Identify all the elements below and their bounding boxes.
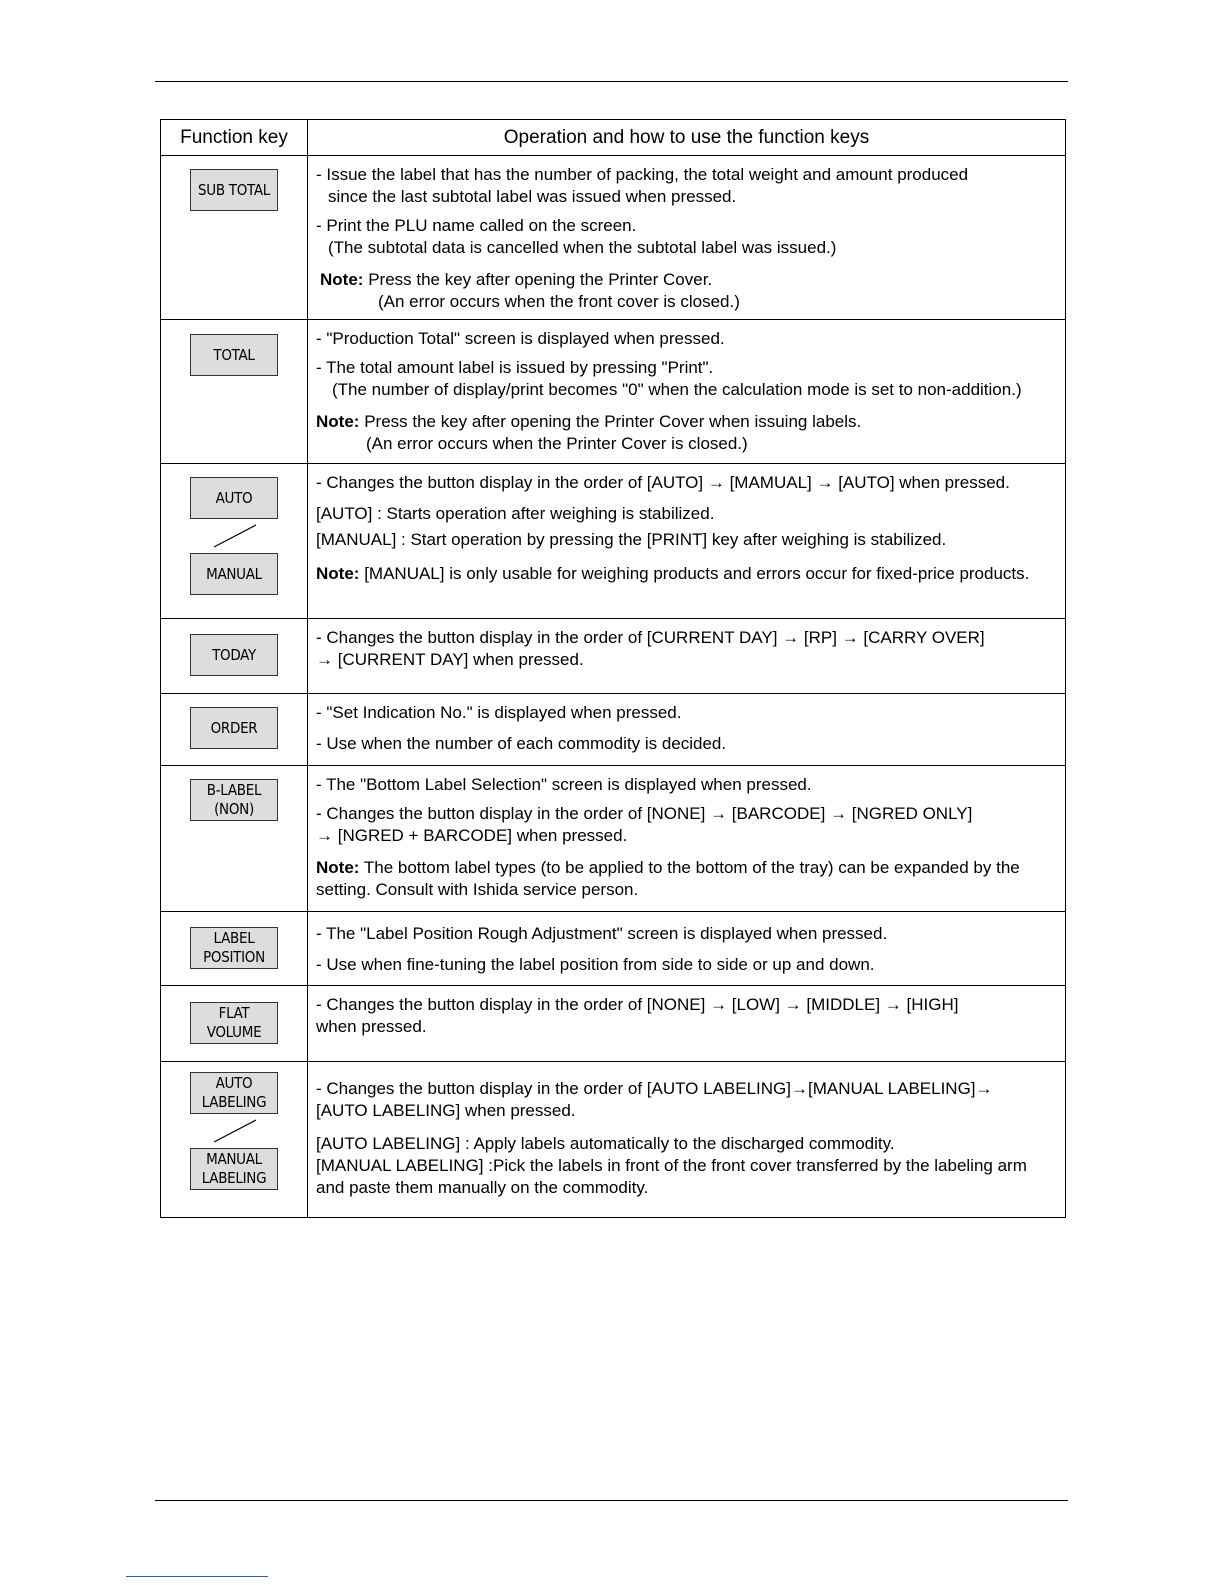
table-row-subtotal <box>161 156 1066 320</box>
manual-key: MANUAL <box>190 553 278 595</box>
label-position-description: - The "Label Position Rough Adjustment" screen is displayed when pressed. - Use when fine-tuning the label position from side to side or up and down. <box>308 912 1066 986</box>
footer-link-underline <box>126 1576 268 1577</box>
table-header-row <box>161 120 1066 156</box>
auto-key: AUTO <box>190 477 278 519</box>
table-row-labeling <box>161 1062 1066 1218</box>
order-key: ORDER <box>190 707 278 749</box>
header-rule <box>155 81 1068 82</box>
today-description: - Changes the button display in the order of [CURRENT DAY] → [RP] → [CARRY OVER] → [CURRENT DAY] when pressed. <box>308 619 1066 694</box>
labeling-description: - Changes the button display in the order of [AUTO LABELING]→[MANUAL LABELING]→ [AUTO LABELING] when pressed. [AUTO LABELING] : Apply labels automatically to the discharged commodity. [MANUAL LABELING] :Pick the labels in front of the front cover transferred by the labeling arm and paste them manually on the commodity. <box>308 1062 1066 1218</box>
label-position-key: LABEL POSITION <box>190 927 278 969</box>
separator-slash <box>204 1118 264 1144</box>
auto-description: - Changes the button display in the order of [AUTO] → [MAMUAL] → [AUTO] when pressed. [AUTO] : Starts operation after weighing is stabilized. [MANUAL] : Start operation by pressing the [PRINT] key after weighing is stabilized. Note: [MANUAL] is only usable for weighing products and errors occur for fixed-price products. <box>308 464 1066 619</box>
table-row-order <box>161 694 1066 766</box>
flat-volume-description: - Changes the button display in the order of [NONE] → [LOW] → [MIDDLE] → [HIGH] when pressed. <box>308 986 1066 1062</box>
footer-rule <box>155 1500 1068 1501</box>
total-description: - "Production Total" screen is displayed when pressed. - The total amount label is issued by pressing "Print". (The number of display/print becomes "0" when the calculation mode is set to non-addition.) Note: Press the key after opening the Printer Cover when issuing labels. (An error occurs when the Printer Cover is closed.) <box>308 320 1066 464</box>
today-key: TODAY <box>190 634 278 676</box>
header-operation: Operation and how to use the function keys <box>308 120 1066 156</box>
subtotal-description: - Issue the label that has the number of packing, the total weight and amount produced since the last subtotal label was issued when pressed. - Print the PLU name called on the screen. (The subtotal data is cancelled when the subtotal label was issued.) Note: Press the key after opening the Printer Cover. (An error occurs when the front cover is closed.) <box>308 156 1066 320</box>
table-row-flat-volume <box>161 986 1066 1062</box>
table-row-today <box>161 619 1066 694</box>
auto-labeling-key: AUTO LABELING <box>190 1072 278 1114</box>
flat-volume-key: FLAT VOLUME <box>190 1002 278 1044</box>
blabel-description: - The "Bottom Label Selection" screen is displayed when pressed. - Changes the button display in the order of [NONE] → [BARCODE] → [NGRED ONLY] → [NGRED + BARCODE] when pressed. Note: The bottom label types (to be applied to the bottom of the tray) can be expanded by the setting. Consult with Ishida service person. <box>308 766 1066 912</box>
function-key-table <box>160 119 1066 1218</box>
subtotal-key: SUB TOTAL <box>190 169 278 211</box>
header-function-key: Function key <box>161 120 308 156</box>
table-row-label-position <box>161 912 1066 986</box>
separator-slash <box>204 523 264 549</box>
note-label: Note: <box>320 270 364 289</box>
table-row-blabel <box>161 766 1066 912</box>
table-row-auto <box>161 464 1066 619</box>
manual-labeling-key: MANUAL LABELING <box>190 1148 278 1190</box>
table-row-total <box>161 320 1066 464</box>
total-key: TOTAL <box>190 334 278 376</box>
order-description: - "Set Indication No." is displayed when pressed. - Use when the number of each commodity is decided. <box>308 694 1066 766</box>
b-label-key: B-LABEL (NON) <box>190 779 278 821</box>
